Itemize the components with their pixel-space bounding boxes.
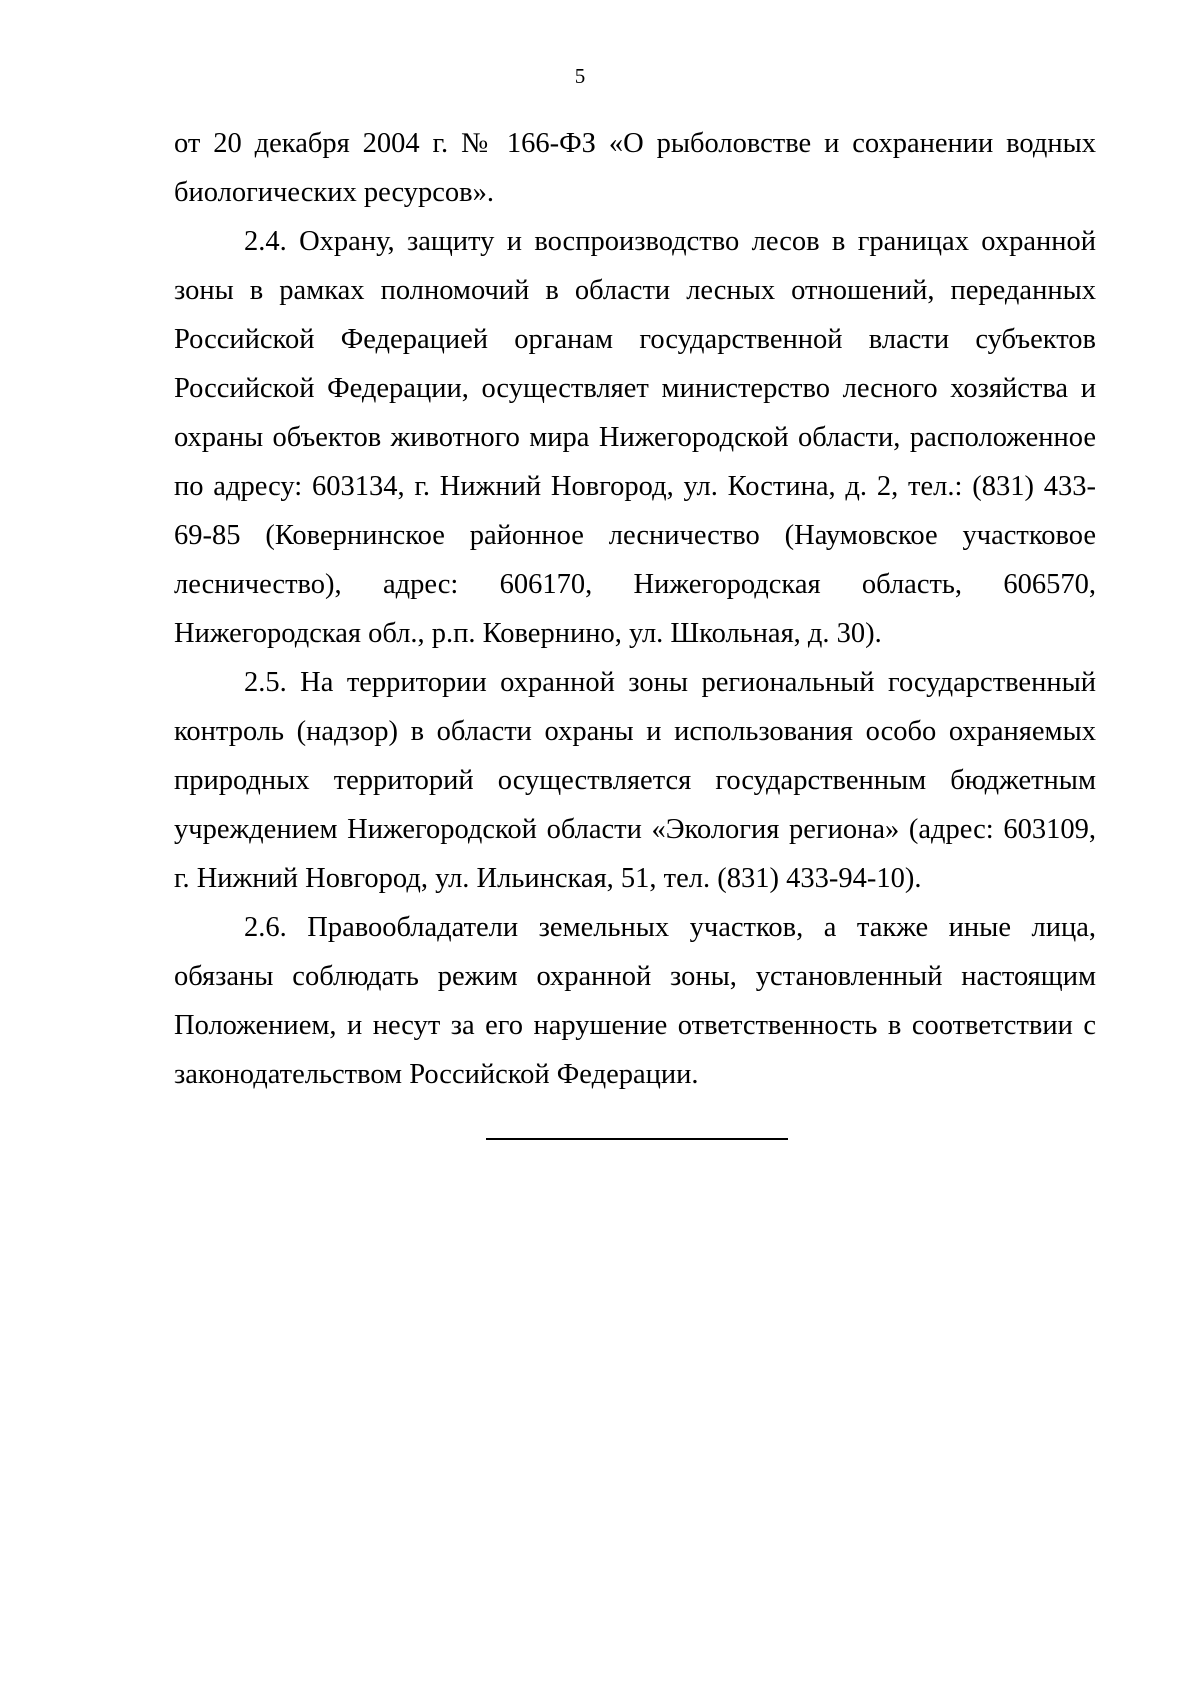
end-of-document-line (486, 1138, 788, 1140)
document-body (174, 119, 1096, 1099)
paragraph-2-4: 2.4. Охрану, защиту и воспроизводство лесов в границах охранной зоны в рамках полномочий в области лесных отношений, переданных Российской Федерацией органам государственной власти субъектов Российской Федерации, осуществляет министерство лесного хозяйства и охраны объектов животного мира Нижегородской области, расположенное по адресу: 603134, г. Нижний Новгород, ул. Костина, д. 2, тел.: (831) 433-69-85 (Ковернинское районное лесничество (Наумовское участковое лесничество), адрес: 606170, Нижегородская область, 606570, Нижегородская обл., р.п. Ковернино, ул. Школьная, д. 30). (174, 226, 1096, 649)
paragraph-2-5: 2.5. На территории охранной зоны региональный государственный контроль (надзор) в области охраны и использования особо охраняемых природных территорий осуществляется государственным бюджетным учреждением Нижегородской области «Экология региона» (адрес: 603109, г. Нижний Новгород, ул. Ильинская, 51, тел. (831) 433-94-10). (174, 667, 1096, 894)
paragraph-2-6: 2.6. Правообладатели земельных участков, а также иные лица, обязаны соблюдать режим охранной зоны, установленный настоящим Положением, и несут за его нарушение ответственность в соответствии с законодательством Российской Федерации. (174, 912, 1096, 1090)
page-number: 5 (574, 64, 586, 88)
paragraph-continuation: от 20 декабря 2004 г. № 166-ФЗ «О рыболовстве и сохранении водных биологических ресурсов». (174, 128, 1096, 208)
